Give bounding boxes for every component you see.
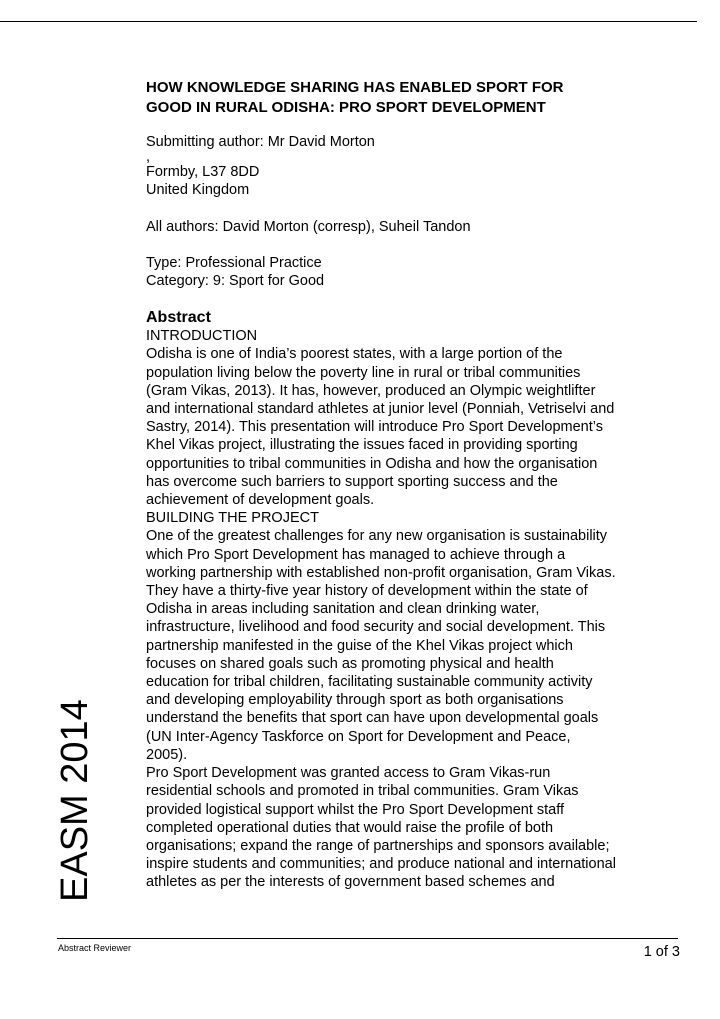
abstract-line: provided logistical support whilst the Pro Sport Development staff xyxy=(146,801,565,818)
footer-reviewer: Abstract Reviewer xyxy=(58,943,132,953)
title-line: GOOD IN RURAL ODISHA: PRO SPORT DEVELOPMENT xyxy=(146,99,546,116)
abstract-line: achievement of development goals. xyxy=(146,492,375,509)
footer-rule xyxy=(57,938,678,939)
abstract-line: inspire students and communities; and produce national and international xyxy=(146,856,616,873)
abstract-line: BUILDING THE PROJECT xyxy=(146,510,319,527)
sidebar-label: EASM 2014 xyxy=(54,699,96,902)
title-line: HOW KNOWLEDGE SHARING HAS ENABLED SPORT FOR xyxy=(146,79,564,96)
abstract-line: focuses on shared goals such as promoting physical and health xyxy=(146,655,554,672)
page-title xyxy=(146,78,686,118)
abstract-line: population living below the poverty line in rural or tribal communities xyxy=(146,364,581,381)
author-country: United Kingdom xyxy=(146,182,250,199)
abstract-line: Khel Vikas project, illustrating the issues faced in providing sporting xyxy=(146,437,578,454)
type-block xyxy=(146,254,686,290)
abstract-line: completed operational duties that would raise the profile of both xyxy=(146,819,554,836)
abstract-line: athletes as per the interests of government based schemes and xyxy=(146,874,555,891)
document-content xyxy=(146,78,686,892)
abstract-line: infrastructure, livelihood and food security and social development. This xyxy=(146,619,606,636)
abstract-line: has overcome such barriers to support sporting success and the xyxy=(146,473,558,490)
abstract-line: and international standard athletes at junior level (Ponniah, Vetriselvi and xyxy=(146,401,615,418)
abstract-line: organisations; expand the range of partnerships and sponsors available; xyxy=(146,837,610,854)
author-separator: , xyxy=(146,149,151,166)
abstract-line: education for tribal children, facilitating sustainable community activity xyxy=(146,674,593,691)
category: Category: 9: Sport for Good xyxy=(146,273,325,290)
abstract-line: Odisha in areas including sanitation and clean drinking water, xyxy=(146,601,540,618)
abstract-heading: Abstract xyxy=(146,309,211,327)
abstract-line: Odisha is one of India’s poorest states, with a large portion of the xyxy=(146,346,563,363)
abstract-line: opportunities to tribal communities in Odisha and how the organisation xyxy=(146,455,598,472)
author-block xyxy=(146,133,686,200)
submitting-author: Submitting author: Mr David Morton xyxy=(146,134,375,150)
abstract-body xyxy=(146,327,686,891)
abstract-line: which Pro Sport Development has managed to achieve through a xyxy=(146,546,566,563)
author-address: Formby, L37 8DD xyxy=(146,164,260,181)
abstract-line: partnership manifested in the guise of the Khel Vikas project which xyxy=(146,637,573,654)
top-rule xyxy=(0,21,697,22)
abstract-line: One of the greatest challenges for any new organisation is sustainability xyxy=(146,528,608,545)
page-number: 1 of 3 xyxy=(643,944,680,960)
abstract-line: understand the benefits that sport can have upon developmental goals xyxy=(146,710,599,727)
abstract-line: and developing employability through sport as both organisations xyxy=(146,692,564,709)
abstract-line: working partnership with established non-profit organisation, Gram Vikas. xyxy=(146,564,616,581)
all-authors-block xyxy=(146,218,686,236)
abstract-line: residential schools and promoted in tribal communities. Gram Vikas xyxy=(146,783,579,800)
type: Type: Professional Practice xyxy=(146,254,322,271)
abstract-line: They have a thirty-five year history of development within the state of xyxy=(146,583,588,600)
abstract-line: (Gram Vikas, 2013). It has, however, produced an Olympic weightlifter xyxy=(146,382,596,399)
abstract-line: 2005). xyxy=(146,746,188,763)
all-authors: All authors: David Morton (corresp), Suheil Tandon xyxy=(146,218,471,235)
abstract-line: INTRODUCTION xyxy=(146,328,258,345)
abstract-line: (UN Inter-Agency Taskforce on Sport for Development and Peace, xyxy=(146,728,571,745)
abstract-line: Pro Sport Development was granted access to Gram Vikas-run xyxy=(146,765,551,782)
abstract-line: Sastry, 2014). This presentation will introduce Pro Sport Development’s xyxy=(146,419,603,436)
